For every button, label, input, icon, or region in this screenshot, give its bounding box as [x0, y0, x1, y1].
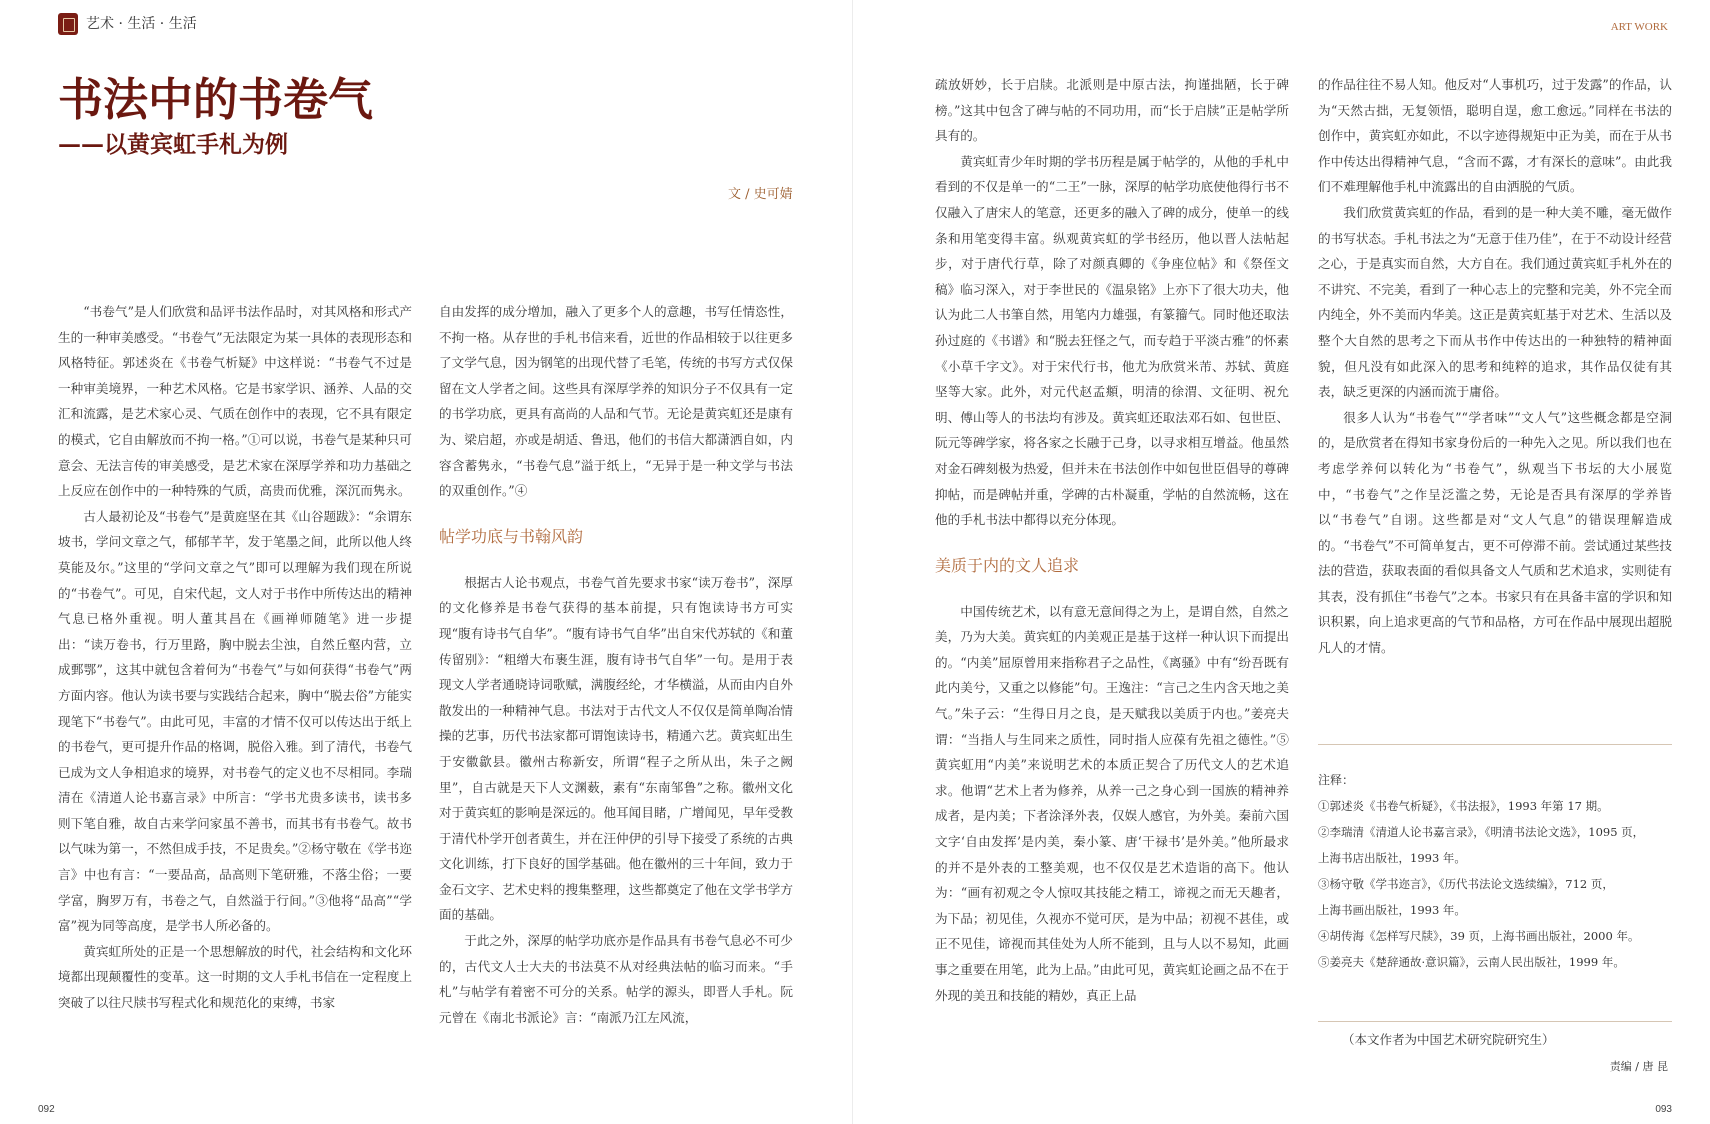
footnote: 上海书店出版社，1993 年。: [1318, 851, 1466, 865]
column-4: [1318, 72, 1672, 722]
column-3: [935, 72, 1289, 1082]
paragraph: 于此之外，深厚的帖学功底亦是作品具有书卷气息必不可少的，古代文人士大夫的书法莫不从对经典法帖的临习而来。“手札”与帖学有着密不可分的关系。帖学的源头，即晋人手札。阮元曾在《南北书派论》言：“南派乃江左风流，: [439, 933, 793, 1025]
paragraph: 自由发挥的成分增加，融入了更多个人的意趣，书写任情恣性，不拘一格。从存世的手札书信来看，近世的作品相较于以往更多了文学气息，因为钢笔的出现代替了毛笔，传统的书写方式仅保留在文人学者之间。这些具有深厚学养的知识分子不仅具有一定的书学功底，更具有高尚的人品和气节。无论是黄宾虹还是康有为、梁启超，亦或是胡适、鲁迅，他们的书信大都潇洒自如，内容含蓄隽永，“书卷气息”溢于纸上，“无异于是一种文学与书法的双重创作。”④: [439, 304, 793, 499]
footnote: ④胡传海《怎样写尺牍》，39 页，上海书画出版社，2000 年。: [1318, 929, 1640, 943]
footnotes-heading: 注释：: [1318, 773, 1355, 787]
section-label: 艺术 · 生活 · 生活: [86, 16, 197, 32]
paragraph: 疏放妍妙，长于启牍。北派则是中原古法，拘谨拙陋，长于碑榜。”这其中包含了碑与帖的不同功用，而“长于启牍”正是帖学所具有的。: [935, 77, 1289, 144]
magazine-logo-icon: [58, 13, 78, 35]
article-author: 文 / 史可婧: [728, 187, 793, 202]
editor-credit: 责编 / 唐 昆: [1609, 1060, 1668, 1073]
column-1: [58, 299, 412, 1081]
paragraph: “书卷气”是人们欣赏和品评书法作品时，对其风格和形式产生的一种审美感受。“书卷气”无法限定为某一具体的表现形态和风格特征。郭述炎在《书卷气析疑》中这样说：“书卷气不过是一种审美境界，一种艺术风格。它是书家学识、涵养、人品的交汇和流露，是艺术家心灵、气质在创作中的表现，它不具有限定的模式，它自由解放而不拘一格。”①可以说，书卷气是某种只可意会、无法言传的审美感受，是艺术家在深厚学养和功力基础之上反应在创作中的一种特殊的气质，高贵而优雅，深沉而隽永。: [58, 304, 412, 499]
section-heading: 美质于内的文人追求: [935, 555, 1080, 575]
section-heading: 帖学功底与书翰风韵: [439, 526, 584, 546]
footnote: ①郭述炎《书卷气析疑》，《书法报》，1993 年第 17 期。: [1318, 799, 1609, 813]
footnote: 上海书画出版社，1993 年。: [1318, 903, 1466, 917]
paragraph: 很多人认为“书卷气”“学者味”“文人气”这些概念都是空洞的，是欣赏者在得知书家身份后的一种先入之见。所以我们也在考虑学养何以转化为“书卷气”，纵观当下书坛的大小展览中，“书卷气”之作呈泛滥之势，无论是否具有深厚的学养皆以“书卷气”自诩。这些都是对“文人气息”的错误理解造成的。“书卷气”不可简单复古，更不可停滞不前。尝试通过某些技法的营造，获取表面的看似具备文人气质和艺术追求，实则徒有其表，没有抓住“书卷气”之本。书家只有在具备丰富的学识和知识积累，向上追求更高的气节和品格，方可在作品中展现出超脱凡人的才情。: [1318, 409, 1672, 656]
page-number-right: 093: [1655, 1104, 1672, 1115]
paragraph: 古人最初论及“书卷气”是黄庭坚在其《山谷题跋》：“余谓东坡书，学问文章之气，郁郁芊芊，发于笔墨之间，此所以他人终莫能及尔。”这里的“学问文章之气”即可以理解为我们现在所说的“书卷气”。可见，自宋代起，文人对于书作中所传达出的精神气息已格外重视。明人董其昌在《画禅师随笔》进一步提出：“读万卷书，行万里路，胸中脱去尘浊，自然丘壑内营，立成鄄鄂”，这其中就包含着何为“书卷气”与如何获得“书卷气”两方面内容。他认为读书要与实践结合起来，胸中“脱去俗”方能实现笔下“书卷气”。由此可见，丰富的才情不仅可以传达出于纸上的书卷气，更可提升作品的格调，脱俗入雅。到了清代，书卷气已成为文人争相追求的境界，对书卷气的定义也不尽相同。李瑞清在《清道人论书嘉言录》中所言：“学书尤贵多读书，读书多则下笔自雅，故自古来学问家虽不善书，而其书有书卷气。故书以气味为第一，不然但成手技，不足贵矣。”②杨守敬在《学书迩言》中也有言：“一要品高，品高则下笔研雅，不落尘俗；一要学富，胸罗万有，书卷之气，自然溢于行间。”③他将“品高”“学富”视为同等高度，是学书人所必备的。: [58, 508, 412, 934]
author-bio: （本文作者为中国艺术研究院研究生）: [1342, 1032, 1555, 1047]
article-subtitle: ——以黄宾虹手札为例: [58, 131, 288, 158]
paragraph: 我们欣赏黄宾虹的作品，看到的是一种大美不雕，毫无做作的书写状态。手札书法之为“无意于佳乃佳”，在于不动设计经营之心，于是真实而自然，大方自在。我们通过黄宾虹手札外在的不讲究、不完美，看到了一种心志上的完整和完美，外不完全而内纯全，外不美而内华美。这正是黄宾虹基于对艺术、生活以及整个大自然的思考之下而从书作中传达出的一种独特的精神面貌，但凡没有如此深入的思考和纯粹的追求，其作品仅徒有其表，缺乏更深的内涵而流于庸俗。: [1318, 204, 1672, 400]
paragraph: 的作品往往不易人知。他反对“人事机巧，过于发露”的作品，认为“天然古拙，无复领悟，聪明自逞，愈工愈远。”同样在书法的创作中，黄宾虹亦如此，不以字迹得规矩中正为美，而在于从书作中传达出得精神气息，“含而不露，才有深长的意味”。由此我们不难理解他手札中流露出的自由洒脱的气质。: [1318, 77, 1672, 195]
paragraph: 黄宾虹所处的正是一个思想解放的时代，社会结构和文化环境都出现颠覆性的变革。这一时期的文人手札书信在一定程度上突破了以往尺牍书写程式化和规范化的束缚，书家: [58, 943, 412, 1011]
page-spine: [852, 0, 853, 1124]
footnote: ⑤姜亮夫《楚辞通故·意识篇》，云南人民出版社，1999 年。: [1318, 955, 1625, 969]
paragraph: 中国传统艺术，以有意无意间得之为上，是谓自然，自然之美，乃为大美。黄宾虹的内美观正是基于这样一种认识下而提出的。“内美”屈原曾用来指称君子之品性，《离骚》中有“纷吾既有此内美兮，又重之以修能”句。王逸注：“言己之生内含天地之美气。”朱子云：“生得日月之良，是天赋我以美质于内也。”姜亮夫谓：“当指人与生同来之质性，同时指人应葆有先祖之德性。”⑤黄宾虹用“内美”来说明艺术的本质正契合了历代文人的艺术追求。他谓“艺术上者为修养，从养一己之身心到一国族的精神养成者，是内美；下者涂泽外表，仅娱人感官，为外美。秦前六国文字‘自由发挥’是内美，秦小篆、唐‘干禄书’是外美。”他所最求的并不是外表的工整美观，也不仅仅是艺术造诣的高下。他认为：“画有初观之令人惊叹其技能之精工，谛视之而无天趣者，为下品；初见佳，久视亦不觉可厌，是为中品；初视不甚佳，或正不见佳，谛视而其佳处为人所不能到，且与人以不易知，此画事之重要在用笔，此为上品。”由此可见，黄宾虹论画之品不在于外现的美丑和技能的精妙，真正上品: [935, 603, 1289, 1003]
footnotes: [1318, 744, 1672, 975]
column-2: [439, 299, 793, 1081]
article-title: 书法中的书卷气: [58, 73, 374, 126]
page-number-left: 092: [38, 1104, 55, 1115]
paragraph: 根据古人论书观点，书卷气首先要求书家“读万卷书”，深厚的文化修养是书卷气获得的基本前提，只有饱读诗书方可实现“腹有诗书气自华”。“腹有诗书气自华”出自宋代苏轼的《和董传留别》：“粗缯大布裹生涯，腹有诗书气自华”一句。是用于表现文人学者通晓诗词歌赋，满腹经纶，才华横溢，从而由内自外散发出的一种精神气息。书法对于古代文人不仅仅是简单陶冶情操的艺事，历代书法家都可谓饱读诗书，精通六艺。黄宾虹出生于安徽歙县。徽州古称新安，所谓“程子之所从出，朱子之阙里”，自古就是天下人文渊薮，素有“东南邹鲁”之称。徽州文化对于黄宾虹的影响是深远的。他耳闻目睹，广增闻见，早年受教于清代朴学开创者黄生，并在汪仲伊的引导下接受了系统的古典文化训练，打下良好的国学基础。他在徽州的三十年间，致力于金石文字、艺术史料的搜集整理，这些都奠定了他在文学书学方面的基础。: [439, 574, 793, 923]
paragraph: 黄宾虹青少年时期的学书历程是属于帖学的，从他的手札中看到的不仅是单一的“二王”一脉，深厚的帖学功底使他得行书不仅融入了唐宋人的笔意，还更多的融入了碑的成分，使单一的线条和用笔变得丰富。纵观黄宾虹的学书经历，他以晋人法帖起步，对于唐代行草，除了对颜真卿的《争座位帖》和《祭侄文稿》临习深入，对于李世民的《温泉铭》上亦下了很大功夫，他认为此二人书筆自然，用笔内力雄强，有篆籀气。同时他还取法孙过庭的《书谱》和“脱去狂怪之气，而专趋于平淡古雅”的怀素《小草千字文》。对于宋代行书，他尤为欣赏米芾、苏轼、黄庭坚等大家。此外，对元代赵孟頫，明清的徐渭、文征明、祝允明、傅山等人的书法均有涉及。黄宾虹还取法邓石如、包世臣、阮元等碑学家，将各家之长融于己身，以寻求相互增益。他虽然对金石碑刻极为热爱，但并未在书法创作中如包世臣倡导的尊碑抑帖，而是碑帖并重，学碑的古朴凝重，学帖的自然流畅，这在他的手札书法中都得以充分体现。: [935, 153, 1289, 528]
footnote: ③杨守敬《学书迩言》，《历代书法论文选续编》，712 页，: [1318, 877, 1614, 891]
footnote: ②李瑞清《清道人论书嘉言录》，《明清书法论文选》，1095 页，: [1318, 825, 1645, 839]
section-label-right: ART WORK: [1610, 21, 1668, 33]
divider: [1318, 1021, 1672, 1022]
